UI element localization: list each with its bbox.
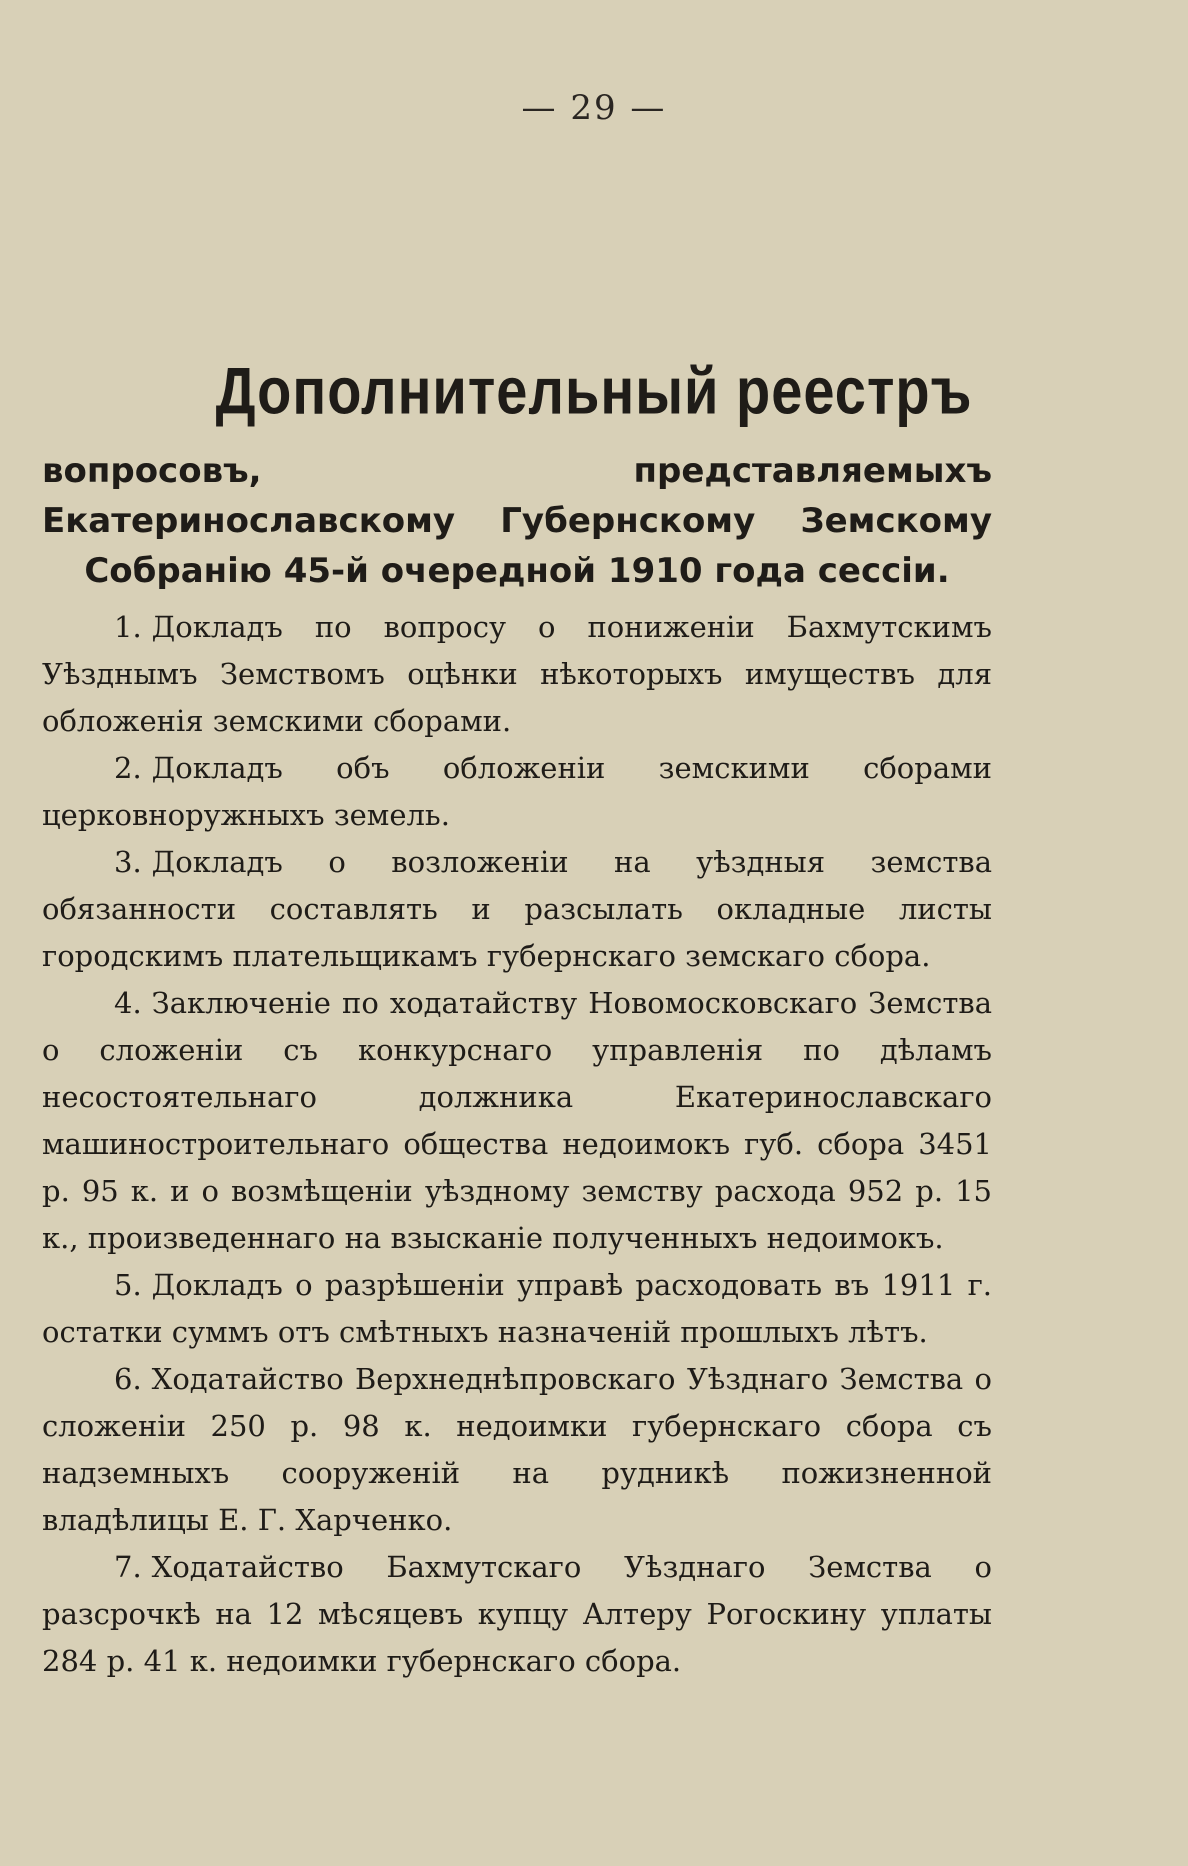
page-number: — 29 — bbox=[521, 88, 667, 128]
list-item-2 bbox=[42, 745, 992, 839]
list-item-6 bbox=[42, 1356, 992, 1544]
item-number: 5. bbox=[114, 1268, 142, 1302]
item-number: 4. bbox=[114, 986, 142, 1020]
list-item-5 bbox=[42, 1262, 992, 1356]
item-text: Заключеніе по ходатайству Новомосковскаго Земства о сложеніи съ конкурснаго управленія по дѣламъ несостоятельнаго должника Екатеринославскаго машиностроительнаго общества недоимокъ губ. сбора 3451 р. 95 к. и о возмѣщеніи уѣздному земству расхода 952 р. 15 к., произведеннаго на взысканіе полученныхъ недоимокъ. bbox=[42, 986, 992, 1255]
item-text: Докладъ объ обложеніи земскими сборами церковноружныхъ земель. bbox=[42, 751, 992, 832]
document-title: Дополнительный реестръ bbox=[215, 353, 973, 428]
list-item-7 bbox=[42, 1544, 992, 1685]
item-text: Докладъ о разрѣшеніи управѣ расходовать въ 1911 г. остатки суммъ отъ смѣтныхъ назначеній прошлыхъ лѣтъ. bbox=[42, 1268, 992, 1349]
item-text: Докладъ по вопросу о пониженіи Бахмутскимъ Уѣзднымъ Земствомъ оцѣнки нѣкоторыхъ имуществъ для обложенія земскими сборами. bbox=[42, 610, 992, 738]
item-number: 3. bbox=[114, 845, 142, 879]
list-item-3 bbox=[42, 839, 992, 980]
item-number: 6. bbox=[114, 1362, 142, 1396]
list-item-4 bbox=[42, 980, 992, 1262]
item-number: 2. bbox=[114, 751, 142, 785]
item-list bbox=[42, 604, 992, 1685]
item-number: 1. bbox=[114, 610, 142, 644]
item-text: Докладъ о возложеніи на уѣздныя земства обязанности составлять и разсылать окладные листы городскимъ плательщикамъ губернскаго земскаго сбора. bbox=[42, 845, 992, 973]
list-item-1 bbox=[42, 604, 992, 745]
item-number: 7. bbox=[114, 1550, 142, 1584]
item-text: Ходатайство Верхнеднѣпровскаго Уѣзднаго Земства о сложеніи 250 р. 98 к. недоимки губернскаго сбора съ надземныхъ сооруженій на рудникѣ пожизненной владѣлицы Е. Г. Харченко. bbox=[42, 1362, 992, 1537]
item-text: Ходатайство Бахмутскаго Уѣзднаго Земства о разсрочкѣ на 12 мѣсяцевъ купцу Алтеру Рогоскину уплаты 284 р. 41 к. недоимки губернскаго сбора. bbox=[42, 1550, 992, 1678]
document-subtitle: вопросовъ, представляемыхъ Екатеринославскому Губернскому Земскому Собранію 45-й очередной 1910 года сессіи. bbox=[42, 451, 992, 591]
